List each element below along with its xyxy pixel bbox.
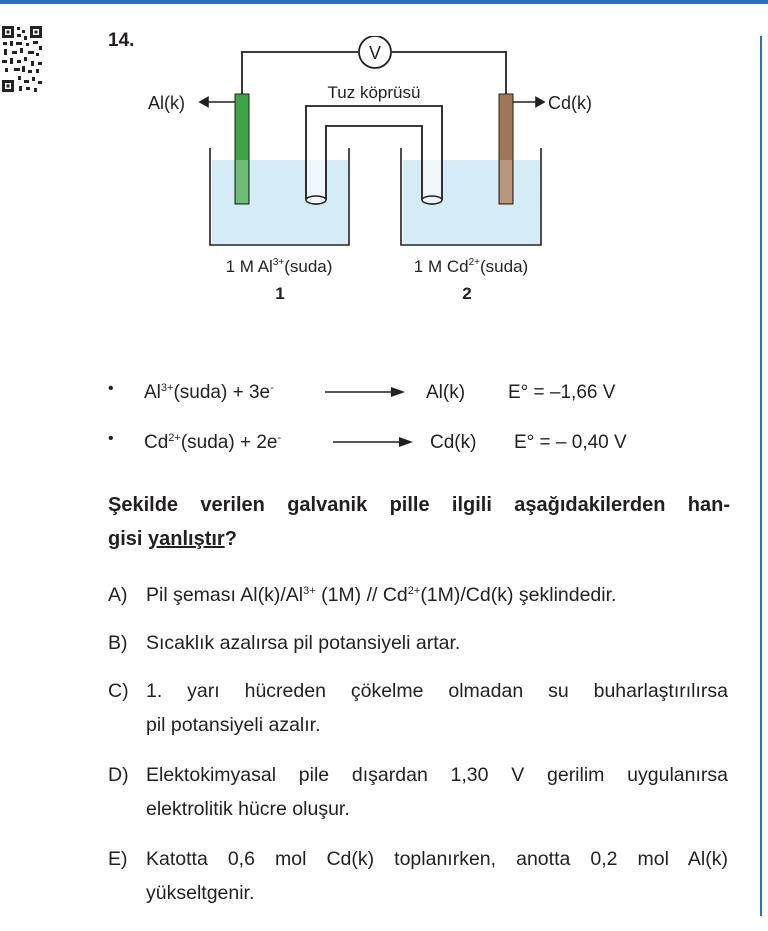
option-letter: C) <box>108 680 129 702</box>
salt-bridge-label: Tuz köprüsü <box>327 83 421 102</box>
option-letter: D) <box>108 764 129 786</box>
option-d[interactable] <box>108 758 728 826</box>
reaction-lhs: $Al^{3+}(suda) + 3e^-$ <box>144 382 274 403</box>
reaction-lhs: $Cd^{2+}(suda) + 2e^-$ <box>144 432 282 453</box>
voltmeter-label: V <box>368 43 382 63</box>
reaction-product: Al(k) <box>426 382 466 403</box>
right-column-rule <box>760 36 762 916</box>
option-e[interactable] <box>108 842 728 910</box>
option-a[interactable] <box>108 578 728 612</box>
bullet: • <box>108 430 114 447</box>
option-letter: E) <box>108 848 128 870</box>
emphasis-underline: yanlıştır <box>148 528 225 550</box>
option-text: Katotta 0,6 mol Cd(k) toplanırken, anotta 0,2 mol Al(k) yükseltgenir. <box>146 848 728 904</box>
option-letter: B) <box>108 632 128 654</box>
option-text: 1. yarı hücreden çökelme olmadan su buharlaştırılırsa pil potansiyeli azalır. <box>146 680 728 736</box>
right-solution-label: 1 M $Cd^{2+}(suda)$ <box>413 257 529 276</box>
cd-electrode-label: Cd(k) <box>548 93 592 113</box>
option-text: Elektokimyasal pile dışardan 1,30 V gerilim uygulanırsa elektrolitik hücre oluşur. <box>146 764 728 820</box>
left-solution <box>212 160 348 244</box>
option-c[interactable] <box>108 674 728 742</box>
option-b[interactable] <box>108 626 728 660</box>
option-text: Pil şeması $Al(k)/Al^{3+}$ $(1M) // Cd^{2+}(1M)/Cd(k)$ şeklindedir. <box>146 584 617 606</box>
al-electrode-label: Al(k) <box>148 93 185 113</box>
option-text: Sıcaklık azalırsa pil potansiyeli artar. <box>146 632 461 654</box>
al-arrow-icon <box>200 98 235 107</box>
galvanic-cell-diagram <box>140 36 610 316</box>
left-cell-number: 1 <box>275 284 285 303</box>
option-letter: A) <box>108 584 128 606</box>
reaction-potential: E° = – 0,40 V <box>514 432 627 453</box>
right-cell-number: 2 <box>462 284 472 303</box>
question-stem: Şekilde verilen galvanik pille ilgili aşağıdakilerden han- gisi yanlıştır? <box>108 494 730 550</box>
top-border <box>0 0 768 4</box>
left-solution-label: 1 M $Al^{3+}(suda)$ <box>225 257 333 276</box>
reaction-arrow-icon <box>333 434 413 450</box>
bullet: • <box>108 380 114 397</box>
qr-code-icon <box>0 24 44 96</box>
reaction-potential: E° = –1,66 V <box>508 382 616 403</box>
cd-arrow-icon <box>513 98 544 107</box>
question-number: 14. <box>108 30 135 51</box>
reaction-arrow-icon <box>325 384 405 400</box>
reaction-product: Cd(k) <box>430 432 477 453</box>
